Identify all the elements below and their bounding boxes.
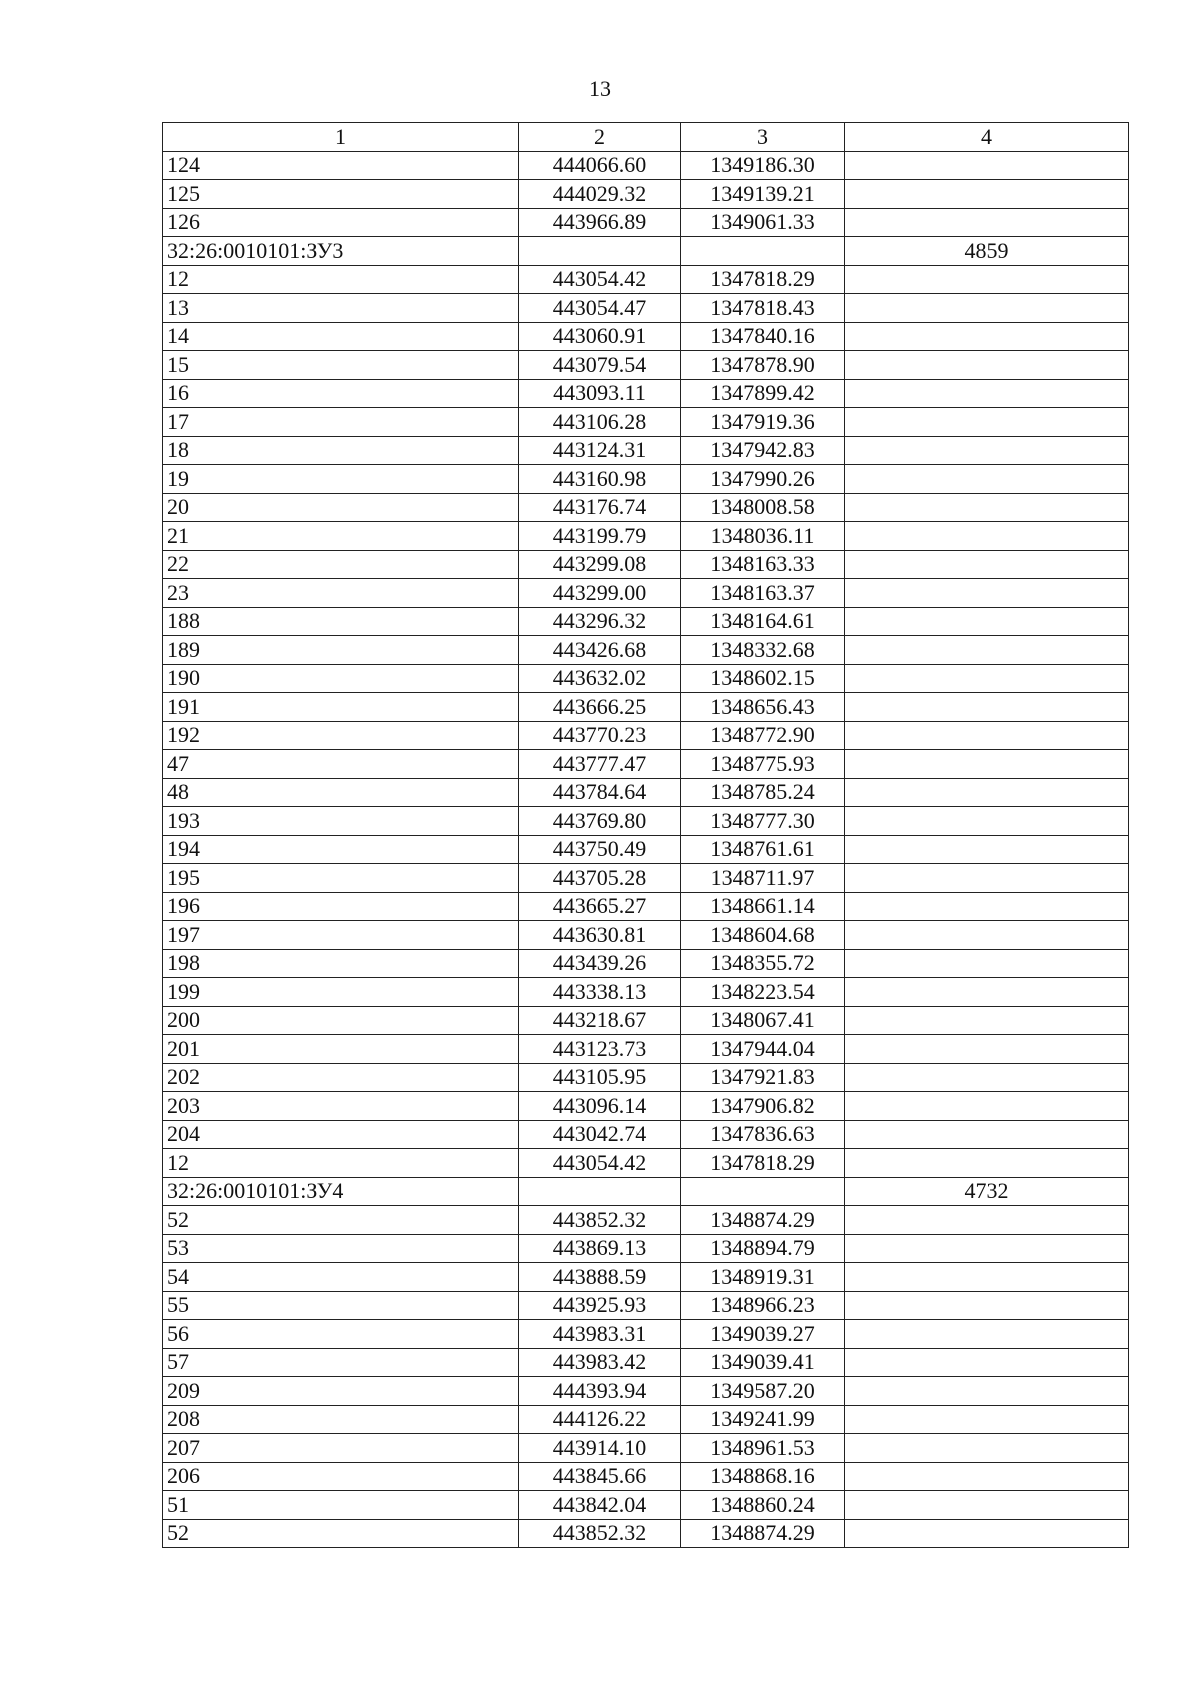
point-number-cell: 189 — [163, 636, 519, 665]
y-coordinate-cell: 1347840.16 — [681, 322, 845, 351]
area-cell — [845, 892, 1129, 921]
point-number-cell: 52 — [163, 1206, 519, 1235]
x-coordinate-cell: 443842.04 — [519, 1491, 681, 1520]
point-number-cell: 201 — [163, 1035, 519, 1064]
y-coordinate-cell: 1349039.41 — [681, 1348, 845, 1377]
area-cell — [845, 493, 1129, 522]
area-cell — [845, 1434, 1129, 1463]
x-coordinate-cell: 443777.47 — [519, 750, 681, 779]
parcel-header-row — [163, 1177, 1129, 1206]
y-coordinate-cell: 1347990.26 — [681, 465, 845, 494]
point-number-cell: 197 — [163, 921, 519, 950]
table-row — [163, 1291, 1129, 1320]
area-cell — [845, 550, 1129, 579]
area-cell — [845, 1491, 1129, 1520]
area-cell — [845, 721, 1129, 750]
x-coordinate-cell: 443093.11 — [519, 379, 681, 408]
x-coordinate-cell: 443852.32 — [519, 1206, 681, 1235]
table-row — [163, 949, 1129, 978]
y-coordinate-cell: 1349039.27 — [681, 1320, 845, 1349]
y-coordinate-cell: 1349241.99 — [681, 1405, 845, 1434]
y-coordinate-cell: 1348163.37 — [681, 579, 845, 608]
area-cell — [845, 778, 1129, 807]
area-cell — [845, 1149, 1129, 1178]
area-cell — [845, 835, 1129, 864]
y-coordinate-cell: 1348894.79 — [681, 1234, 845, 1263]
point-number-cell: 14 — [163, 322, 519, 351]
column-header-point: 1 — [163, 123, 519, 152]
y-coordinate-cell: 1348868.16 — [681, 1462, 845, 1491]
y-coordinate-cell: 1347818.29 — [681, 265, 845, 294]
y-coordinate-cell: 1348860.24 — [681, 1491, 845, 1520]
coordinates-table — [162, 122, 1129, 1548]
y-coordinate-cell: 1348355.72 — [681, 949, 845, 978]
area-cell — [845, 1519, 1129, 1548]
point-number-cell: 23 — [163, 579, 519, 608]
point-number-cell: 124 — [163, 151, 519, 180]
point-number-cell: 190 — [163, 664, 519, 693]
table-row — [163, 1120, 1129, 1149]
y-coordinate-cell: 1347818.29 — [681, 1149, 845, 1178]
empty-cell — [681, 237, 845, 266]
y-coordinate-cell: 1348656.43 — [681, 693, 845, 722]
point-number-cell: 207 — [163, 1434, 519, 1463]
x-coordinate-cell: 443966.89 — [519, 208, 681, 237]
point-number-cell: 208 — [163, 1405, 519, 1434]
table-row — [163, 265, 1129, 294]
area-cell — [845, 1120, 1129, 1149]
table-row — [163, 550, 1129, 579]
point-number-cell: 191 — [163, 693, 519, 722]
x-coordinate-cell: 443665.27 — [519, 892, 681, 921]
area-cell — [845, 607, 1129, 636]
point-number-cell: 195 — [163, 864, 519, 893]
point-number-cell: 209 — [163, 1377, 519, 1406]
x-coordinate-cell: 444066.60 — [519, 151, 681, 180]
area-cell — [845, 379, 1129, 408]
x-coordinate-cell: 443983.31 — [519, 1320, 681, 1349]
area-cell — [845, 408, 1129, 437]
point-number-cell: 12 — [163, 1149, 519, 1178]
empty-cell — [519, 1177, 681, 1206]
point-number-cell: 188 — [163, 607, 519, 636]
y-coordinate-cell: 1347919.36 — [681, 408, 845, 437]
area-cell — [845, 1263, 1129, 1292]
x-coordinate-cell: 443439.26 — [519, 949, 681, 978]
table-row — [163, 579, 1129, 608]
x-coordinate-cell: 443054.42 — [519, 265, 681, 294]
table-row — [163, 1006, 1129, 1035]
x-coordinate-cell: 443054.42 — [519, 1149, 681, 1178]
x-coordinate-cell: 444029.32 — [519, 180, 681, 209]
area-cell — [845, 208, 1129, 237]
y-coordinate-cell: 1348332.68 — [681, 636, 845, 665]
x-coordinate-cell: 443124.31 — [519, 436, 681, 465]
area-cell — [845, 807, 1129, 836]
point-number-cell: 19 — [163, 465, 519, 494]
x-coordinate-cell: 443852.32 — [519, 1519, 681, 1548]
x-coordinate-cell: 443042.74 — [519, 1120, 681, 1149]
point-number-cell: 125 — [163, 180, 519, 209]
table-row — [163, 351, 1129, 380]
table-row — [163, 1234, 1129, 1263]
y-coordinate-cell: 1348772.90 — [681, 721, 845, 750]
table-row — [163, 1206, 1129, 1235]
y-coordinate-cell: 1348711.97 — [681, 864, 845, 893]
point-number-cell: 196 — [163, 892, 519, 921]
y-coordinate-cell: 1348602.15 — [681, 664, 845, 693]
area-cell — [845, 1291, 1129, 1320]
table-row — [163, 892, 1129, 921]
y-coordinate-cell: 1348164.61 — [681, 607, 845, 636]
y-coordinate-cell: 1347878.90 — [681, 351, 845, 380]
point-number-cell: 53 — [163, 1234, 519, 1263]
table-header-row — [163, 123, 1129, 152]
x-coordinate-cell: 443105.95 — [519, 1063, 681, 1092]
x-coordinate-cell: 444393.94 — [519, 1377, 681, 1406]
table-row — [163, 408, 1129, 437]
table-row — [163, 978, 1129, 1007]
area-cell — [845, 436, 1129, 465]
area-cell — [845, 151, 1129, 180]
point-number-cell: 54 — [163, 1263, 519, 1292]
area-cell — [845, 1206, 1129, 1235]
x-coordinate-cell: 443888.59 — [519, 1263, 681, 1292]
table-row — [163, 379, 1129, 408]
area-cell — [845, 180, 1129, 209]
y-coordinate-cell: 1347944.04 — [681, 1035, 845, 1064]
x-coordinate-cell: 443914.10 — [519, 1434, 681, 1463]
point-number-cell: 202 — [163, 1063, 519, 1092]
table-row — [163, 294, 1129, 323]
y-coordinate-cell: 1348163.33 — [681, 550, 845, 579]
table-row — [163, 1519, 1129, 1548]
table-row — [163, 1348, 1129, 1377]
point-number-cell: 126 — [163, 208, 519, 237]
y-coordinate-cell: 1348661.14 — [681, 892, 845, 921]
column-header-y: 3 — [681, 123, 845, 152]
y-coordinate-cell: 1348874.29 — [681, 1519, 845, 1548]
table-body — [163, 151, 1129, 1548]
table-row — [163, 750, 1129, 779]
y-coordinate-cell: 1349186.30 — [681, 151, 845, 180]
x-coordinate-cell: 443160.98 — [519, 465, 681, 494]
area-cell — [845, 1234, 1129, 1263]
y-coordinate-cell: 1348919.31 — [681, 1263, 845, 1292]
x-coordinate-cell: 443770.23 — [519, 721, 681, 750]
y-coordinate-cell: 1347899.42 — [681, 379, 845, 408]
x-coordinate-cell: 443983.42 — [519, 1348, 681, 1377]
table-row — [163, 607, 1129, 636]
table-row — [163, 721, 1129, 750]
point-number-cell: 52 — [163, 1519, 519, 1548]
x-coordinate-cell: 443426.68 — [519, 636, 681, 665]
point-number-cell: 199 — [163, 978, 519, 1007]
x-coordinate-cell: 443705.28 — [519, 864, 681, 893]
area-cell — [845, 1405, 1129, 1434]
y-coordinate-cell: 1349587.20 — [681, 1377, 845, 1406]
area-cell — [845, 636, 1129, 665]
y-coordinate-cell: 1348067.41 — [681, 1006, 845, 1035]
x-coordinate-cell: 443666.25 — [519, 693, 681, 722]
table-row — [163, 636, 1129, 665]
table-row — [163, 1092, 1129, 1121]
area-cell — [845, 1006, 1129, 1035]
page-number: 13 — [589, 76, 611, 101]
empty-cell — [681, 1177, 845, 1206]
parcel-header-row — [163, 237, 1129, 266]
y-coordinate-cell: 1348223.54 — [681, 978, 845, 1007]
x-coordinate-cell: 443096.14 — [519, 1092, 681, 1121]
table-row — [163, 1405, 1129, 1434]
x-coordinate-cell: 443845.66 — [519, 1462, 681, 1491]
x-coordinate-cell: 443869.13 — [519, 1234, 681, 1263]
area-cell — [845, 1063, 1129, 1092]
point-number-cell: 48 — [163, 778, 519, 807]
point-number-cell: 21 — [163, 522, 519, 551]
y-coordinate-cell: 1348966.23 — [681, 1291, 845, 1320]
area-cell — [845, 1035, 1129, 1064]
point-number-cell: 56 — [163, 1320, 519, 1349]
parcel-area-cell: 4732 — [845, 1177, 1129, 1206]
table-row — [163, 1263, 1129, 1292]
y-coordinate-cell: 1347836.63 — [681, 1120, 845, 1149]
area-cell — [845, 750, 1129, 779]
point-number-cell: 51 — [163, 1491, 519, 1520]
column-header-area: 4 — [845, 123, 1129, 152]
area-cell — [845, 1320, 1129, 1349]
y-coordinate-cell: 1348008.58 — [681, 493, 845, 522]
area-cell — [845, 465, 1129, 494]
y-coordinate-cell: 1349061.33 — [681, 208, 845, 237]
x-coordinate-cell: 443079.54 — [519, 351, 681, 380]
table-row — [163, 835, 1129, 864]
column-header-x: 2 — [519, 123, 681, 152]
point-number-cell: 17 — [163, 408, 519, 437]
point-number-cell: 194 — [163, 835, 519, 864]
point-number-cell: 18 — [163, 436, 519, 465]
y-coordinate-cell: 1348604.68 — [681, 921, 845, 950]
table-row — [163, 180, 1129, 209]
table-row — [163, 1462, 1129, 1491]
point-number-cell: 15 — [163, 351, 519, 380]
point-number-cell: 13 — [163, 294, 519, 323]
parcel-id-cell: 32:26:0010101:ЗУ3 — [163, 237, 519, 266]
y-coordinate-cell: 1348777.30 — [681, 807, 845, 836]
x-coordinate-cell: 443199.79 — [519, 522, 681, 551]
empty-cell — [519, 237, 681, 266]
x-coordinate-cell: 443060.91 — [519, 322, 681, 351]
y-coordinate-cell: 1348775.93 — [681, 750, 845, 779]
table-row — [163, 493, 1129, 522]
area-cell — [845, 949, 1129, 978]
x-coordinate-cell: 443925.93 — [519, 1291, 681, 1320]
point-number-cell: 192 — [163, 721, 519, 750]
x-coordinate-cell: 443338.13 — [519, 978, 681, 1007]
table-row — [163, 693, 1129, 722]
table-row — [163, 1320, 1129, 1349]
table-row — [163, 322, 1129, 351]
area-cell — [845, 1348, 1129, 1377]
point-number-cell: 55 — [163, 1291, 519, 1320]
area-cell — [845, 664, 1129, 693]
area-cell — [845, 1377, 1129, 1406]
point-number-cell: 193 — [163, 807, 519, 836]
y-coordinate-cell: 1348785.24 — [681, 778, 845, 807]
x-coordinate-cell: 444126.22 — [519, 1405, 681, 1434]
table-row — [163, 1149, 1129, 1178]
point-number-cell: 198 — [163, 949, 519, 978]
table-row — [163, 1434, 1129, 1463]
y-coordinate-cell: 1347818.43 — [681, 294, 845, 323]
table-row — [163, 864, 1129, 893]
x-coordinate-cell: 443123.73 — [519, 1035, 681, 1064]
x-coordinate-cell: 443784.64 — [519, 778, 681, 807]
area-cell — [845, 265, 1129, 294]
table-row — [163, 1377, 1129, 1406]
y-coordinate-cell: 1347942.83 — [681, 436, 845, 465]
point-number-cell: 204 — [163, 1120, 519, 1149]
point-number-cell: 22 — [163, 550, 519, 579]
y-coordinate-cell: 1349139.21 — [681, 180, 845, 209]
point-number-cell: 203 — [163, 1092, 519, 1121]
area-cell — [845, 693, 1129, 722]
table-row — [163, 465, 1129, 494]
x-coordinate-cell: 443176.74 — [519, 493, 681, 522]
area-cell — [845, 864, 1129, 893]
table-row — [163, 1063, 1129, 1092]
point-number-cell: 12 — [163, 265, 519, 294]
point-number-cell: 16 — [163, 379, 519, 408]
point-number-cell: 206 — [163, 1462, 519, 1491]
parcel-area-cell: 4859 — [845, 237, 1129, 266]
x-coordinate-cell: 443630.81 — [519, 921, 681, 950]
x-coordinate-cell: 443218.67 — [519, 1006, 681, 1035]
point-number-cell: 200 — [163, 1006, 519, 1035]
table-row — [163, 921, 1129, 950]
x-coordinate-cell: 443299.00 — [519, 579, 681, 608]
table-row — [163, 664, 1129, 693]
table-row — [163, 436, 1129, 465]
y-coordinate-cell: 1348036.11 — [681, 522, 845, 551]
point-number-cell: 47 — [163, 750, 519, 779]
x-coordinate-cell: 443769.80 — [519, 807, 681, 836]
area-cell — [845, 1092, 1129, 1121]
parcel-id-cell: 32:26:0010101:ЗУ4 — [163, 1177, 519, 1206]
table-row — [163, 522, 1129, 551]
y-coordinate-cell: 1348761.61 — [681, 835, 845, 864]
area-cell — [845, 921, 1129, 950]
area-cell — [845, 978, 1129, 1007]
x-coordinate-cell: 443296.32 — [519, 607, 681, 636]
table-row — [163, 151, 1129, 180]
area-cell — [845, 579, 1129, 608]
table-row — [163, 208, 1129, 237]
area-cell — [845, 522, 1129, 551]
y-coordinate-cell: 1347921.83 — [681, 1063, 845, 1092]
x-coordinate-cell: 443106.28 — [519, 408, 681, 437]
table-row — [163, 1491, 1129, 1520]
point-number-cell: 57 — [163, 1348, 519, 1377]
x-coordinate-cell: 443632.02 — [519, 664, 681, 693]
y-coordinate-cell: 1348874.29 — [681, 1206, 845, 1235]
area-cell — [845, 322, 1129, 351]
x-coordinate-cell: 443750.49 — [519, 835, 681, 864]
area-cell — [845, 1462, 1129, 1491]
y-coordinate-cell: 1347906.82 — [681, 1092, 845, 1121]
table-row — [163, 807, 1129, 836]
x-coordinate-cell: 443054.47 — [519, 294, 681, 323]
point-number-cell: 20 — [163, 493, 519, 522]
area-cell — [845, 351, 1129, 380]
table-row — [163, 1035, 1129, 1064]
area-cell — [845, 294, 1129, 323]
y-coordinate-cell: 1348961.53 — [681, 1434, 845, 1463]
x-coordinate-cell: 443299.08 — [519, 550, 681, 579]
table-row — [163, 778, 1129, 807]
